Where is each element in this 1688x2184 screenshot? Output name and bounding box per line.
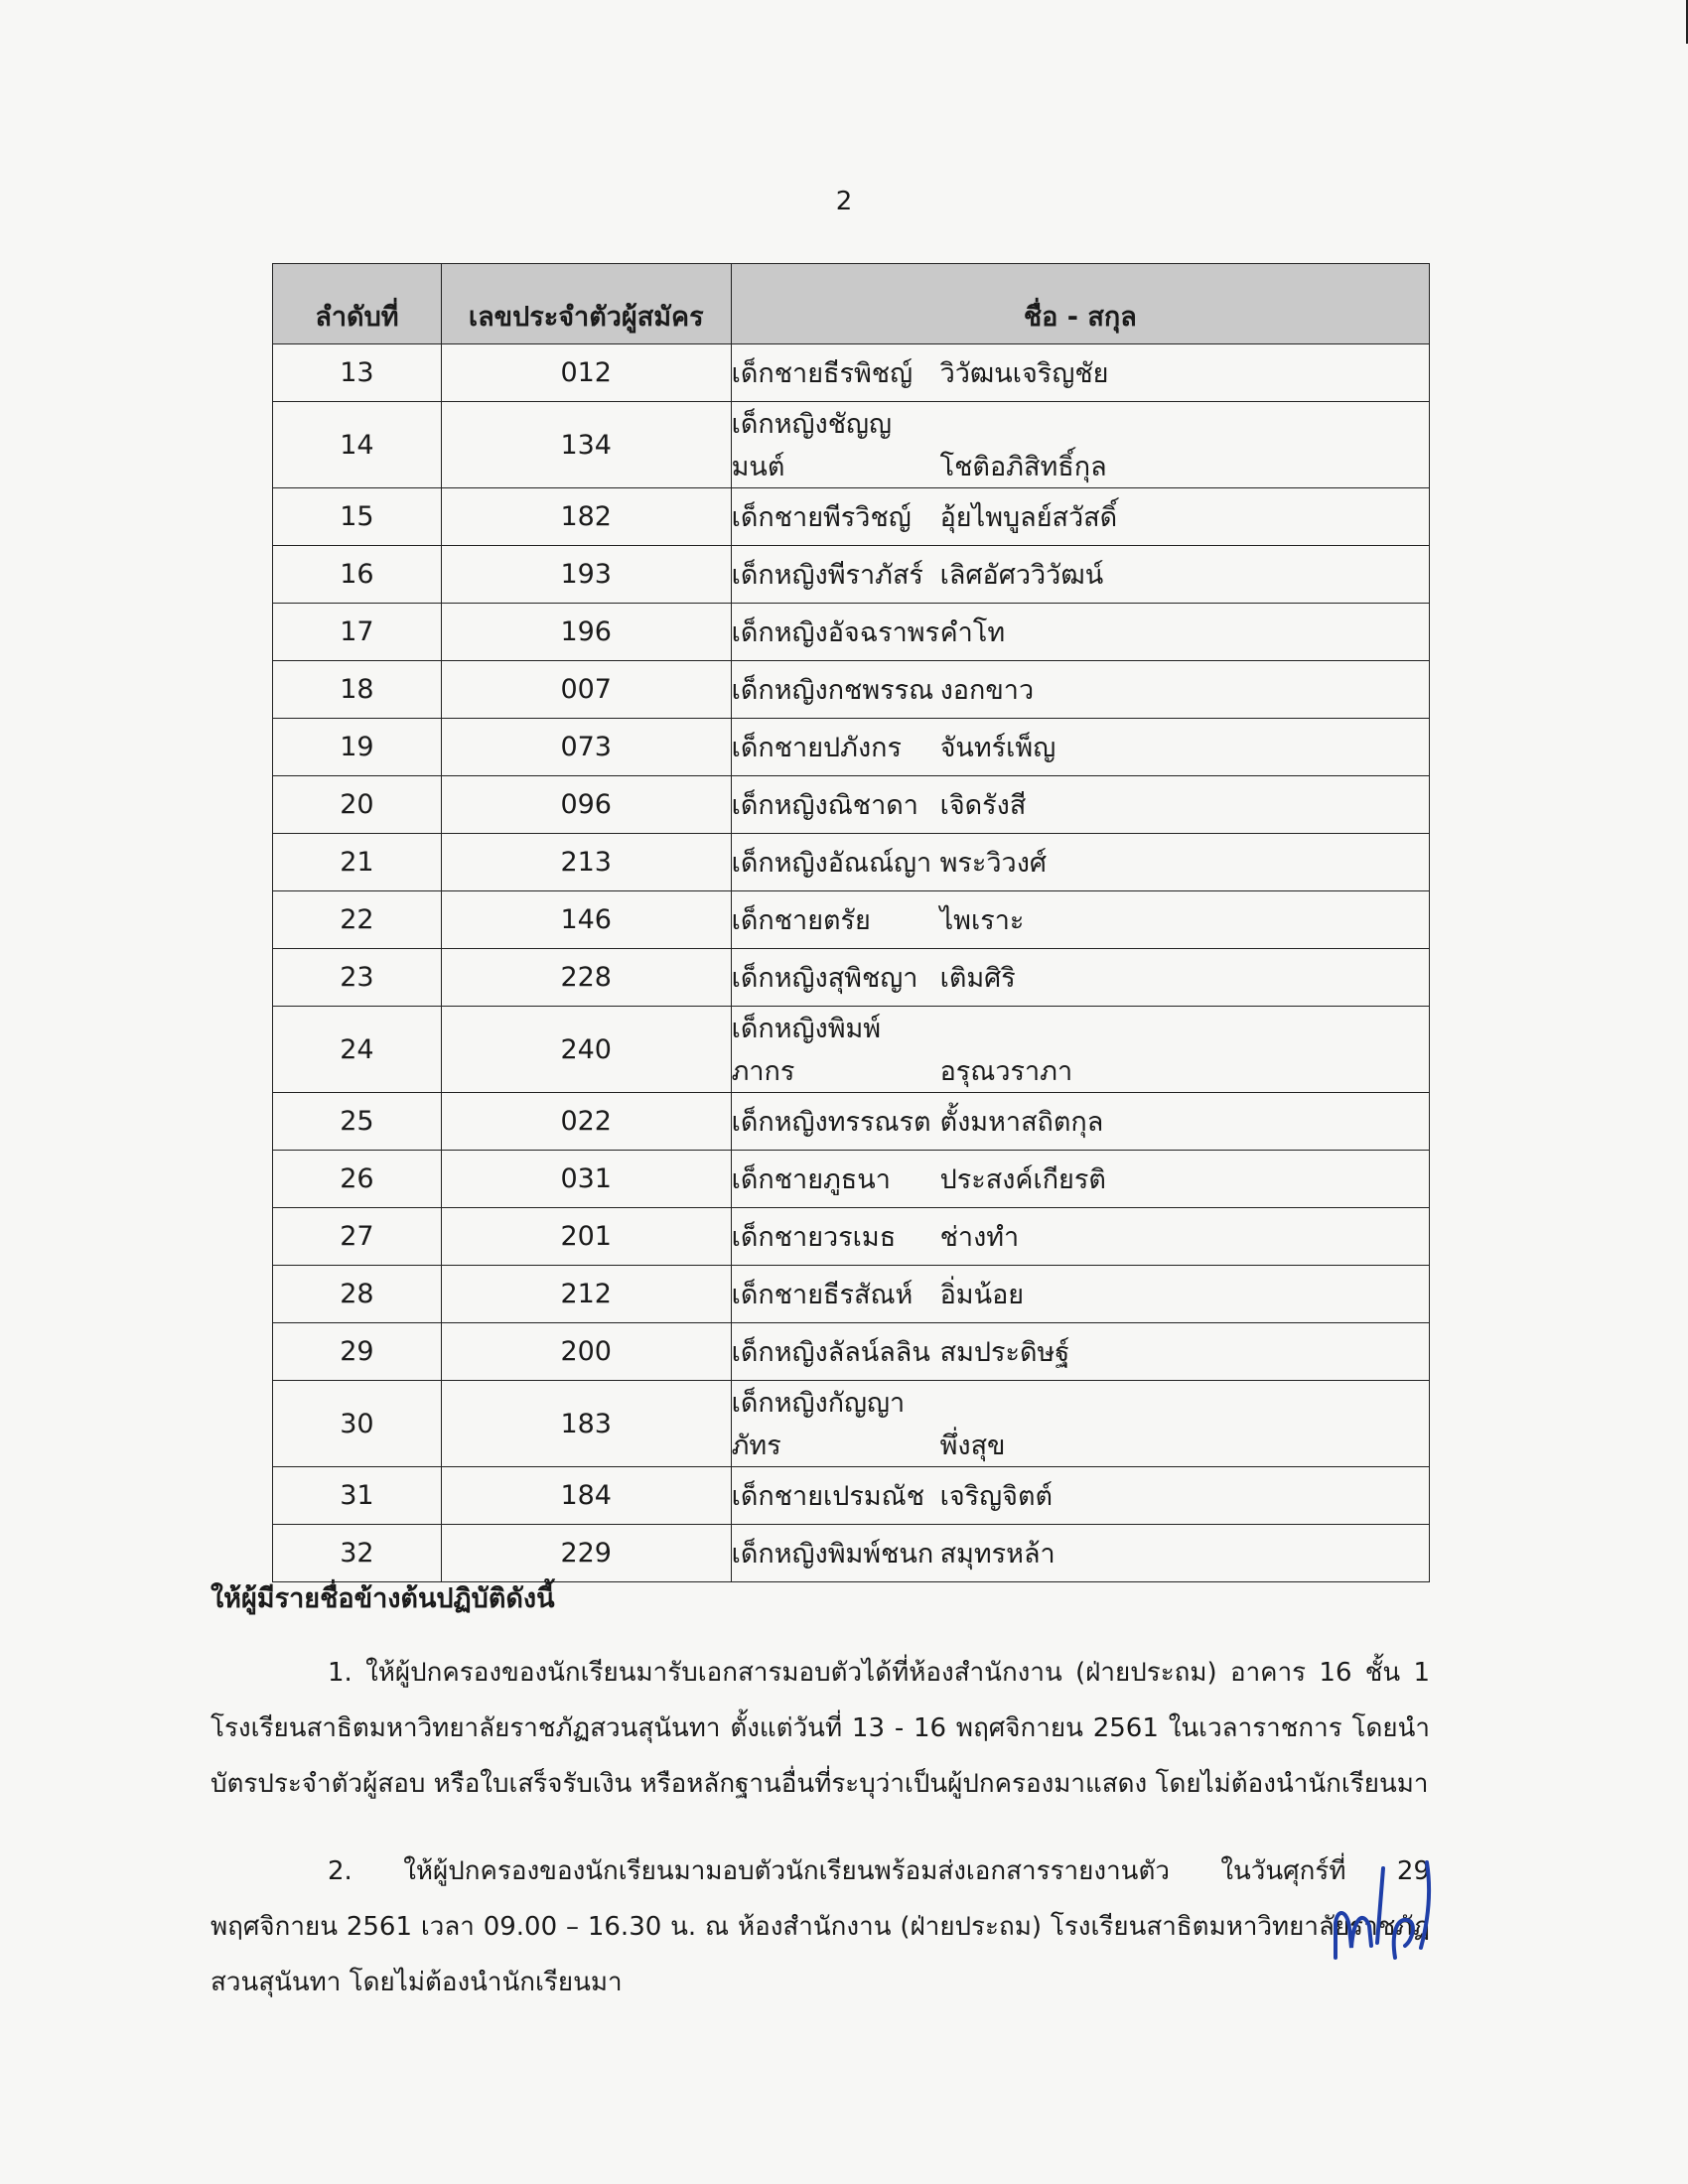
first-name: เด็กหญิงชัญญมนต์ [731, 409, 893, 482]
row-order: 29 [273, 1323, 442, 1381]
row-full-name [731, 1151, 1429, 1208]
row-order: 32 [273, 1525, 442, 1582]
last-name: เจิดรังสี [939, 790, 1027, 821]
row-full-name [731, 776, 1429, 834]
row-applicant-id: 228 [441, 949, 731, 1007]
last-name: คำโท [939, 617, 1006, 648]
row-applicant-id: 146 [441, 891, 731, 949]
last-name: ตั้งมหาสถิตกุล [939, 1107, 1104, 1138]
row-applicant-id: 031 [441, 1151, 731, 1208]
first-name: เด็กชายปภังกร [731, 733, 902, 763]
table-row [273, 402, 1430, 488]
row-order: 24 [273, 1007, 442, 1093]
row-applicant-id: 229 [441, 1525, 731, 1582]
first-name: เด็กชายธีรพิชญ์ [731, 358, 914, 389]
table-row [273, 1151, 1430, 1208]
row-applicant-id: 240 [441, 1007, 731, 1093]
table-row [273, 719, 1430, 776]
first-name: เด็กหญิงอัณณ์ญา [731, 848, 932, 879]
last-name: พึ่งสุข [939, 1431, 1006, 1461]
table-row [273, 1381, 1430, 1467]
last-name: สมประดิษฐ์ [939, 1337, 1070, 1368]
row-order: 30 [273, 1381, 442, 1467]
row-order: 13 [273, 344, 442, 402]
instruction-item-1 [211, 1645, 1430, 1812]
row-order: 27 [273, 1208, 442, 1266]
first-name: เด็กหญิงลัลน์ลลิน [731, 1337, 930, 1368]
row-full-name [731, 344, 1429, 402]
table-row [273, 1007, 1430, 1093]
row-applicant-id: 134 [441, 402, 731, 488]
last-name: เจริญจิตต์ [939, 1481, 1054, 1512]
row-applicant-id: 012 [441, 344, 731, 402]
row-order: 31 [273, 1467, 442, 1525]
row-applicant-id: 183 [441, 1381, 731, 1467]
instruction-item-1-text: 1. ให้ผู้ปกครองของนักเรียนมารับเอกสารมอบตัวได้ที่ห้องสำนักงาน (ฝ่ายประถม) อาคาร 16 ชั้น 1 โรงเรียนสาธิตมหาวิทยาลัยราชภัฏสวนสุนันทา ตั้งแต่วันที่ 13 - 16 พฤศจิกายน 2561 ในเวลาราชการ โดยนำบัตรประจำตัวผู้สอบ หรือใบเสร็จรับเงิน หรือหลักฐานอื่นที่ระบุว่าเป็นผู้ปกครองมาแสดง โดยไม่ต้องนำนักเรียนมา [211, 1658, 1430, 1799]
row-order: 18 [273, 661, 442, 719]
instruction-item-2-text: 2. ให้ผู้ปกครองของนักเรียนมามอบตัวนักเรียนพร้อมส่งเอกสารรายงานตัว ในวันศุกร์ที่ 29 พฤศจิกายน 2561 เวลา 09.00 – 16.30 น. ณ ห้องสำนักงาน (ฝ่ายประถม) โรงเรียนสาธิตมหาวิทยาลัยราชภัฏสวนสุนันทา โดยไม่ต้องนำนักเรียนมา [211, 1856, 1430, 1997]
last-name: วิวัฒนเจริญชัย [939, 358, 1109, 389]
first-name: เด็กหญิงพีราภัสร์ [731, 560, 923, 591]
row-applicant-id: 073 [441, 719, 731, 776]
last-name: ไพเราะ [939, 905, 1025, 936]
row-order: 20 [273, 776, 442, 834]
row-full-name [731, 719, 1429, 776]
first-name: เด็กชายเปรมณัช [731, 1481, 925, 1512]
first-name: เด็กหญิงอัจฉราพร [731, 617, 940, 648]
row-order: 23 [273, 949, 442, 1007]
signature-mark [1326, 1848, 1445, 1987]
row-full-name [731, 604, 1429, 661]
last-name: เลิศอัศววิวัฒน์ [939, 560, 1104, 591]
row-order: 19 [273, 719, 442, 776]
header-applicant-id: เลขประจำตัวผู้สมัคร [441, 264, 731, 344]
table-row [273, 776, 1430, 834]
row-full-name [731, 1266, 1429, 1323]
row-applicant-id: 184 [441, 1467, 731, 1525]
instructions-title: ให้ผู้มีรายชื่อข้างต้นปฏิบัติดังนี้ [211, 1583, 555, 1614]
row-applicant-id: 096 [441, 776, 731, 834]
row-full-name [731, 488, 1429, 546]
table-row [273, 1323, 1430, 1381]
table-row [273, 604, 1430, 661]
table-row [273, 834, 1430, 891]
row-full-name [731, 1525, 1429, 1582]
row-applicant-id: 022 [441, 1093, 731, 1151]
table-row [273, 1525, 1430, 1582]
first-name: เด็กหญิงทรรณรต [731, 1107, 931, 1138]
instruction-item-2 [211, 1843, 1430, 2010]
header-order: ลำดับที่ [273, 264, 442, 344]
row-full-name [731, 1323, 1429, 1381]
row-applicant-id: 212 [441, 1266, 731, 1323]
row-order: 17 [273, 604, 442, 661]
last-name: โชติอภิสิทธิ์กุล [939, 452, 1107, 482]
row-full-name [731, 661, 1429, 719]
last-name: จันทร์เพ็ญ [939, 733, 1056, 763]
first-name: เด็กชายธีรสัณห์ [731, 1280, 914, 1310]
row-order: 14 [273, 402, 442, 488]
table-row [273, 546, 1430, 604]
last-name: พระวิวงศ์ [939, 848, 1048, 879]
first-name: เด็กชายวรเมธ [731, 1222, 897, 1253]
table-row [273, 488, 1430, 546]
page-number: 2 [835, 187, 853, 216]
table-row [273, 949, 1430, 1007]
applicant-table [272, 263, 1430, 1582]
row-full-name [731, 1381, 1429, 1467]
last-name: ช่างทำ [939, 1222, 1020, 1253]
row-full-name [731, 1467, 1429, 1525]
row-full-name [731, 546, 1429, 604]
row-applicant-id: 196 [441, 604, 731, 661]
last-name: อิ่มน้อย [939, 1280, 1025, 1310]
table-row [273, 891, 1430, 949]
table-row [273, 1266, 1430, 1323]
last-name: สมุทรหล้า [939, 1539, 1055, 1570]
row-applicant-id: 213 [441, 834, 731, 891]
row-full-name [731, 834, 1429, 891]
table-row [273, 661, 1430, 719]
last-name: ประสงค์เกียรติ [939, 1164, 1106, 1195]
row-full-name [731, 949, 1429, 1007]
first-name: เด็กหญิงณิชาดา [731, 790, 918, 821]
first-name: เด็กชายตรัย [731, 905, 871, 936]
row-applicant-id: 200 [441, 1323, 731, 1381]
table-row [273, 1208, 1430, 1266]
row-order: 16 [273, 546, 442, 604]
row-full-name [731, 1093, 1429, 1151]
first-name: เด็กหญิงกัญญาภัทร [731, 1388, 906, 1461]
row-order: 21 [273, 834, 442, 891]
table-row [273, 344, 1430, 402]
last-name: เติมศิริ [939, 963, 1016, 994]
first-name: เด็กหญิงกชพรรณ [731, 675, 934, 706]
first-name: เด็กหญิงพิมพ์ภากร [731, 1014, 882, 1087]
first-name: เด็กชายพีรวิชญ์ [731, 502, 912, 533]
row-applicant-id: 193 [441, 546, 731, 604]
last-name: งอกขาว [939, 675, 1035, 706]
last-name: อุ้ยไพบูลย์สวัสดิ์ [939, 502, 1118, 533]
row-full-name [731, 1208, 1429, 1266]
table-row [273, 1467, 1430, 1525]
row-order: 15 [273, 488, 442, 546]
header-full-name: ชื่อ - สกุล [731, 264, 1429, 344]
first-name: เด็กหญิงพิมพ์ชนก [731, 1539, 934, 1570]
table-header-row [273, 264, 1430, 344]
row-full-name [731, 891, 1429, 949]
row-full-name [731, 1007, 1429, 1093]
row-applicant-id: 007 [441, 661, 731, 719]
row-order: 26 [273, 1151, 442, 1208]
row-applicant-id: 201 [441, 1208, 731, 1266]
first-name: เด็กหญิงสุพิชญา [731, 963, 918, 994]
row-order: 22 [273, 891, 442, 949]
row-full-name [731, 402, 1429, 488]
row-order: 28 [273, 1266, 442, 1323]
last-name: อรุณวราภา [939, 1056, 1073, 1087]
table-row [273, 1093, 1430, 1151]
row-applicant-id: 182 [441, 488, 731, 546]
first-name: เด็กชายภูธนา [731, 1164, 891, 1195]
row-order: 25 [273, 1093, 442, 1151]
